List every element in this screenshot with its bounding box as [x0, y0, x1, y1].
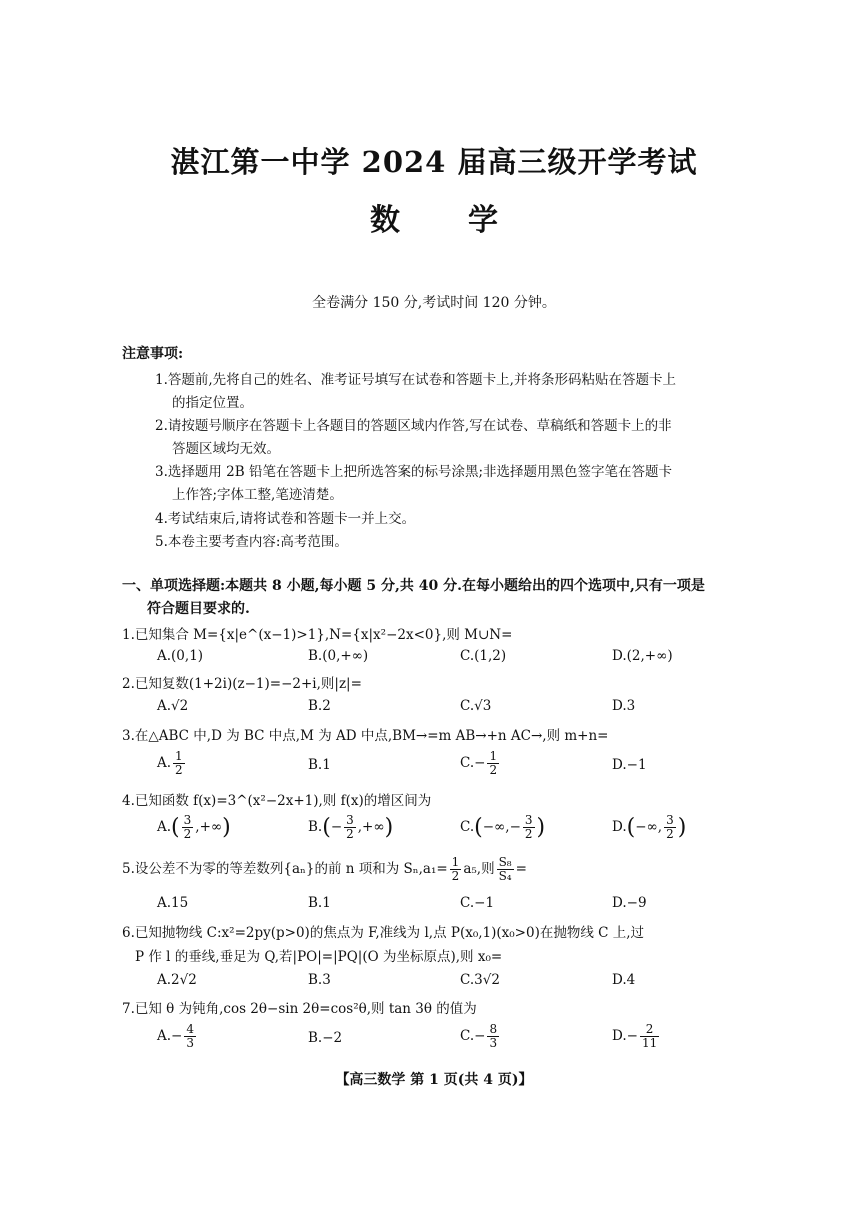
- fraction: [487, 1023, 499, 1050]
- right-paren: ): [536, 815, 546, 840]
- q6-option-b: B.3: [308, 972, 331, 988]
- q3-option-b: B.1: [308, 757, 331, 773]
- note-line: 5.本卷主要考查内容:高考范围。: [155, 534, 348, 550]
- denominator: 2: [175, 763, 183, 777]
- subject-title: [0, 195, 868, 239]
- q4-option-d: [612, 814, 686, 841]
- q2-option-d: D.3: [612, 698, 636, 714]
- interval-lead: −∞,: [635, 819, 663, 835]
- note-line: 3.选择题用 2B 铅笔在答题卡上把所选答案的标号涂黑;非选择题用黑色签字笔在答题卡: [155, 464, 673, 480]
- q5-option-c: C.−1: [460, 895, 495, 911]
- option-label: A.−: [157, 1028, 183, 1044]
- numerator: S₈: [498, 855, 512, 869]
- exam-title: 湛江第一中学 2024 届高三级开学考试: [170, 145, 698, 179]
- option-label: D.−: [612, 1028, 638, 1044]
- interval-rest: ,+∞: [357, 819, 385, 835]
- q5-option-b: B.1: [308, 895, 331, 911]
- q7-option-a: [157, 1023, 198, 1050]
- question-1-stem: 1.已知集合 M={x|e^(x−1)>1},N={x|x²−2x<0},则 M∪N=: [122, 627, 513, 643]
- fraction: [344, 814, 356, 841]
- numerator: 2: [640, 1023, 659, 1037]
- option-label: A.: [157, 819, 172, 835]
- option-label: C.: [460, 819, 475, 835]
- q3-option-c: [460, 750, 501, 777]
- denominator: 3: [186, 1036, 194, 1050]
- q6-option-a: A.2√2: [157, 972, 197, 988]
- left-paren: (: [626, 815, 636, 840]
- fraction: [173, 750, 185, 777]
- section-heading-cont: 符合题目要求的.: [147, 601, 250, 617]
- question-7-stem: 7.已知 θ 为钝角,cos 2θ−sin 2θ=cos²θ,则 tan 3θ 的值为: [122, 1001, 477, 1017]
- denominator: 3: [489, 1036, 498, 1050]
- numerator: 3: [346, 813, 354, 827]
- right-paren: ): [677, 815, 687, 840]
- option-label: B.: [308, 819, 323, 835]
- notes-heading: 注意事项:: [122, 346, 184, 362]
- note-line: 上作答;字体工整,笔迹清楚。: [172, 487, 343, 503]
- option-label: C.−: [460, 1028, 486, 1044]
- interval-lead: −∞,−: [482, 819, 521, 835]
- numerator: 3: [183, 813, 192, 827]
- subject-char: 数: [370, 203, 400, 238]
- minus-sign: −: [330, 819, 343, 835]
- numerator: 1: [175, 749, 183, 763]
- right-paren: ): [384, 815, 394, 840]
- denominator: 2: [524, 827, 533, 841]
- numerator: 1: [489, 749, 498, 763]
- denominator: S₄: [498, 869, 512, 883]
- numerator: 8: [489, 1022, 498, 1036]
- question-6-stem-cont: P 作 l 的垂线,垂足为 Q,若|PO|=|PQ|(O 为坐标原点),则 x₀=: [135, 949, 503, 965]
- note-line: 4.考试结束后,请将试卷和答题卡一并上交。: [155, 511, 416, 527]
- left-paren: (: [322, 815, 331, 840]
- stem-part: 5.设公差不为零的等差数列{aₙ}的前 n 项和为 Sₙ,a₁=: [122, 861, 448, 877]
- q1-option-b: B.(0,+∞): [308, 648, 369, 664]
- q7-option-c: [460, 1023, 501, 1050]
- fraction: [640, 1023, 659, 1050]
- stem-part: =: [515, 861, 527, 877]
- page-footer: 【高三数学 第 1 页(共 4 页)】: [335, 1072, 533, 1088]
- interval-rest: ,+∞: [195, 819, 223, 835]
- q2-option-b: B.2: [308, 698, 331, 714]
- denominator: 2: [451, 869, 460, 883]
- fraction: [450, 856, 462, 883]
- q3-option-a: [157, 750, 187, 777]
- q7-option-d: [612, 1023, 661, 1050]
- stem-part: a₅,则: [463, 861, 495, 877]
- fraction: [523, 814, 535, 841]
- q2-option-a: A.√2: [157, 698, 189, 714]
- q7-option-b: B.−2: [308, 1030, 343, 1046]
- q1-option-a: A.(0,1): [157, 648, 204, 664]
- option-label: D.: [612, 819, 627, 835]
- q1-option-c: C.(1,2): [460, 648, 507, 664]
- section-heading: 一、单项选择题:本题共 8 小题,每小题 5 分,共 40 分.在每小题给出的四个选项中,只有一项是: [122, 578, 705, 594]
- question-6-stem: 6.已知抛物线 C:x²=2py(p>0)的焦点为 F,准线为 l,点 P(x₀,1)(x₀>0)在抛物线 C 上,过: [122, 925, 645, 941]
- denominator: 2: [489, 763, 498, 777]
- left-paren: (: [474, 815, 483, 840]
- note-line: 答题区域均无效。: [172, 441, 280, 457]
- numerator: 3: [666, 813, 674, 827]
- subject-char: 学: [468, 203, 498, 238]
- numerator: 1: [451, 855, 460, 869]
- q3-option-d: D.−1: [612, 757, 647, 773]
- q4-option-b: [308, 814, 393, 841]
- q4-option-a: [157, 814, 231, 841]
- numerator: 3: [524, 813, 533, 827]
- q6-option-d: D.4: [612, 972, 636, 988]
- note-line: 2.请按题号顺序在答题卡上各题目的答题区域内作答,写在试卷、草稿纸和答题卡上的非: [155, 418, 672, 434]
- fraction: [182, 814, 194, 841]
- denominator: 2: [183, 827, 192, 841]
- denominator: 2: [666, 827, 674, 841]
- exam-info: 全卷满分 150 分,考试时间 120 分钟。: [312, 295, 556, 311]
- fraction: [664, 814, 676, 841]
- q6-option-c: C.3√2: [460, 972, 500, 988]
- fraction: [184, 1023, 196, 1050]
- note-line: 的指定位置。: [172, 395, 253, 411]
- q5-option-d: D.−9: [612, 895, 647, 911]
- option-label: A.: [157, 755, 172, 771]
- q2-option-c: C.√3: [460, 698, 492, 714]
- denominator: 2: [346, 827, 354, 841]
- left-paren: (: [171, 815, 180, 840]
- q4-option-c: [460, 814, 545, 841]
- question-5-stem: [122, 856, 527, 883]
- right-paren: ): [222, 815, 231, 840]
- question-3-stem: 3.在△ABC 中,D 为 BC 中点,M 为 AD 中点,BM→=m AB→+n AC→,则 m+n=: [122, 728, 609, 744]
- q5-option-a: A.15: [157, 895, 189, 911]
- note-line: 1.答题前,先将自己的姓名、准考证号填写在试卷和答题卡上,并将条形码粘贴在答题卡上: [155, 372, 676, 388]
- question-4-stem: 4.已知函数 f(x)=3^(x²−2x+1),则 f(x)的增区间为: [122, 793, 432, 809]
- fraction: [487, 750, 499, 777]
- question-2-stem: 2.已知复数(1+2i)(z−1)=−2+i,则|z|=: [122, 676, 362, 692]
- numerator: 4: [186, 1022, 194, 1036]
- q1-option-d: D.(2,+∞): [612, 648, 673, 664]
- option-label: C.−: [460, 755, 486, 771]
- fraction: [497, 856, 514, 883]
- denominator: 11: [641, 1036, 658, 1050]
